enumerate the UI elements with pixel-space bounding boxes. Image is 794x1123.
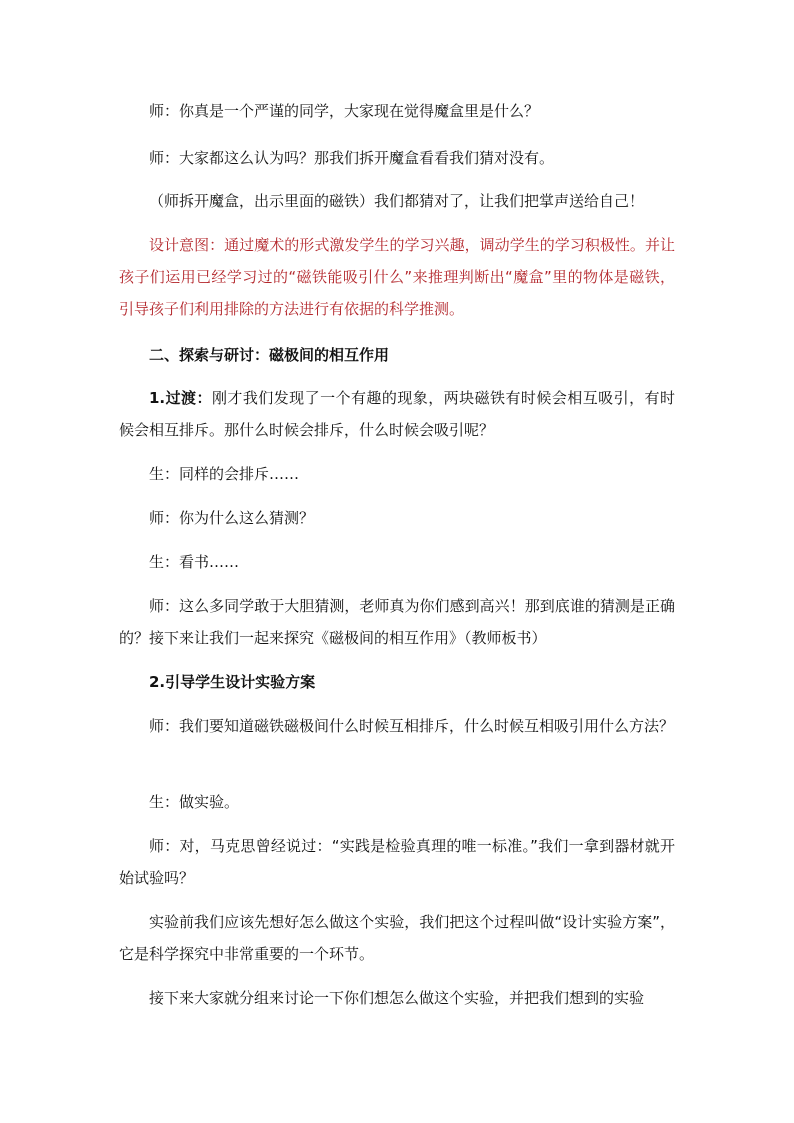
section-heading: 二、探索与研讨：磁极间的相互作用 bbox=[149, 346, 390, 364]
transition-label: 1.过渡： bbox=[149, 389, 212, 407]
paragraph-student-experiment: 生：做实验。 bbox=[149, 793, 240, 811]
paragraph-teacher-open-box: 师：大家都这么认为吗？那我们拆开魔盒看看我们猜对没有。 bbox=[149, 149, 555, 167]
paragraph-teacher-question: 师：你真是一个严谨的同学，大家现在觉得魔盒里是什么？ bbox=[149, 102, 540, 120]
paragraph-student-book: 生：看书…… bbox=[149, 553, 240, 571]
subheading-design-plan: 2.引导学生设计实验方案 bbox=[149, 673, 316, 691]
paragraph-reveal-magnet: （师拆开魔盒，出示里面的磁铁）我们都猜对了，让我们把掌声送给自己！ bbox=[149, 192, 645, 210]
paragraph-student-guess: 生：同样的会排斥…… bbox=[149, 465, 300, 483]
paragraph-teacher-method: 师：我们要知道磁铁磁极间什么时候互相排斥，什么时候互相吸引用什么方法？ bbox=[149, 717, 675, 735]
paragraph-group-discussion: 接下来大家就分组来讨论一下你们想怎么做这个实验，并把我们想到的实验 bbox=[149, 989, 645, 1007]
paragraph-transition bbox=[119, 382, 675, 446]
paragraph-teacher-marx: 师：对，马克思曾经说过：“实践是检验真理的唯一标准。”我们一拿到器材就开始试验吗？ bbox=[119, 837, 675, 887]
paragraph-design-intent: 设计意图：通过魔术的形式激发学生的学习兴趣，调动学生的学习积极性。并让孩子们运用已经学习过的“磁铁能吸引什么”来推理判断出“魔盒”里的物体是磁铁，引导孩子们利用排除的方法进行有依据的科学推测。 bbox=[119, 236, 675, 318]
paragraph-design-plan-explain: 实验前我们应该先想好怎么做这个实验，我们把这个过程叫做“设计实验方案”，它是科学探究中非常重要的一个环节。 bbox=[119, 913, 675, 963]
paragraph-teacher-praise: 师：这么多同学敢于大胆猜测，老师真为你们感到高兴！那到底谁的猜测是正确的？接下来让我们一起来探究《磁极间的相互作用》（教师板书） bbox=[119, 597, 675, 647]
paragraph-teacher-why: 师：你为什么这么猜测？ bbox=[149, 509, 315, 527]
transition-text: 刚才我们发现了一个有趣的现象，两块磁铁有时候会相互吸引，有时候会相互排斥。那什么时候会排斥，什么时候会吸引呢？ bbox=[119, 389, 675, 439]
